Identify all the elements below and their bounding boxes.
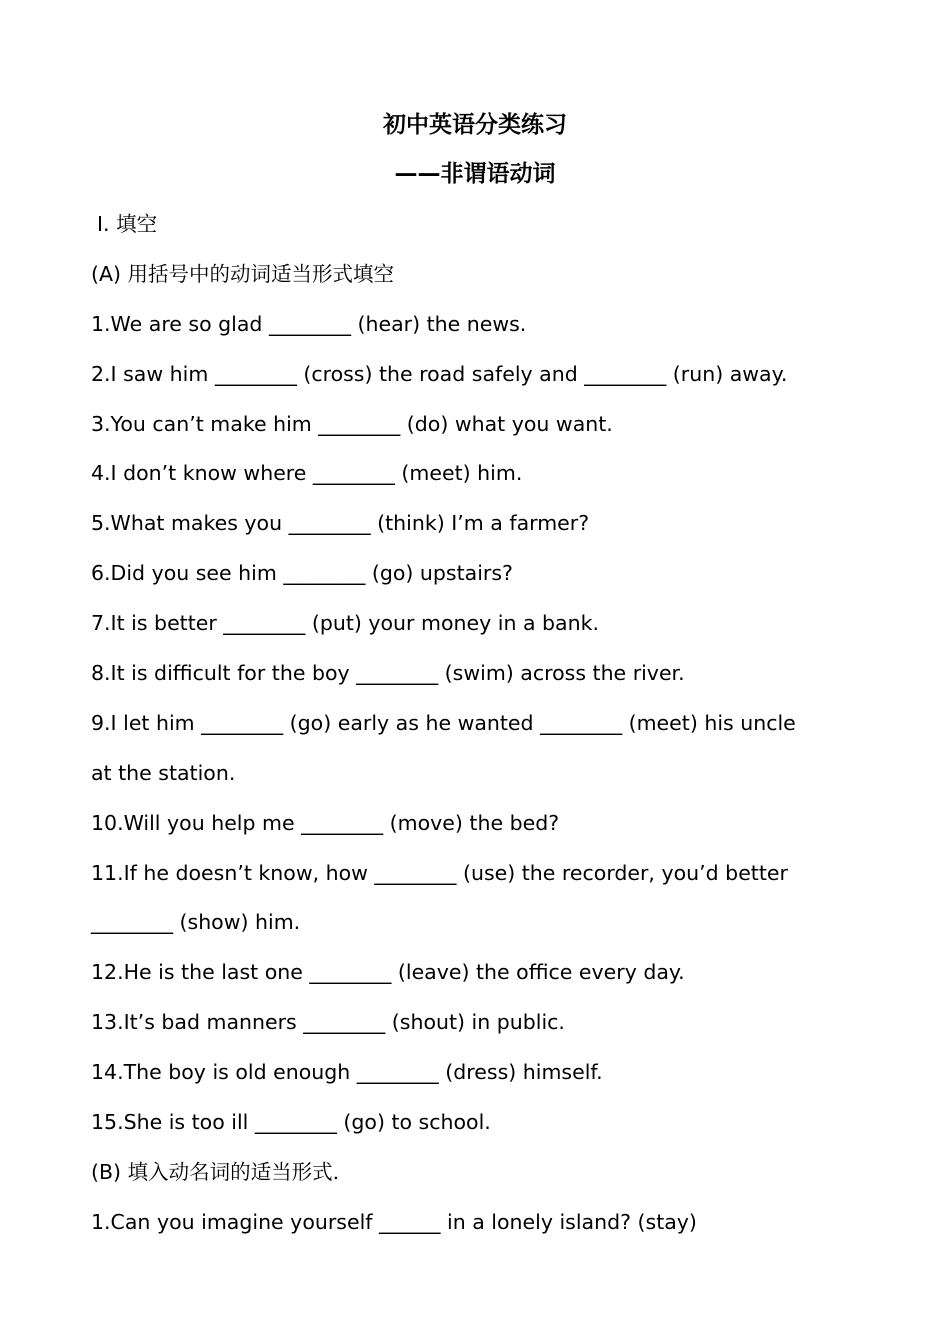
section-label: 填空 xyxy=(116,212,158,236)
document-title: 初中英语分类练习 xyxy=(383,112,567,138)
part-b-prefix: (B) xyxy=(91,1159,128,1184)
exercise-line: 4.I don’t know where ________ (meet) him. xyxy=(91,461,523,486)
exercise-line: 5.What makes you ________ (think) I’m a farmer? xyxy=(91,511,590,536)
document-content xyxy=(91,207,871,1255)
document-subtitle: ——非谓语动词 xyxy=(394,161,556,187)
section-numeral: Ⅰ. xyxy=(97,212,117,236)
exercise-line: 1.We are so glad ________ (hear) the news. xyxy=(91,311,527,336)
exercise-line: 3.You can’t make him ________ (do) what you want. xyxy=(91,411,613,436)
exercise-line: 6.Did you see him ________ (go) upstairs? xyxy=(91,561,513,586)
exercise-line: 11.If he doesn’t know, how ________ (use) the recorder, you’d better xyxy=(91,860,788,885)
part-b-heading xyxy=(91,1155,871,1205)
exercise-line: 13.It’s bad manners ________ (shout) in public. xyxy=(91,1010,565,1035)
exercise-line: 8.It is difficult for the boy ________ (swim) across the river. xyxy=(91,661,685,686)
exercise-line: 10.Will you help me ________ (move) the bed? xyxy=(91,810,560,835)
part-b-label: 填入动名词的适当形式. xyxy=(127,1159,340,1184)
exercise-line: 12.He is the last one ________ (leave) the office every day. xyxy=(91,960,685,985)
part-a-heading xyxy=(91,257,871,307)
exercise-line: 7.It is better ________ (put) your money in a bank. xyxy=(91,611,599,636)
exercise-line: 2.I saw him ________ (cross) the road safely and ________ (run) away. xyxy=(91,361,788,386)
exercise-line: 15.She is too ill ________ (go) to school. xyxy=(91,1110,491,1135)
exercise-line: at the station. xyxy=(91,760,236,785)
exercise-line: 9.I let him ________ (go) early as he wanted ________ (meet) his uncle xyxy=(91,710,796,735)
exercise-line: ________ (show) him. xyxy=(91,910,301,935)
part-a-prefix: (A) xyxy=(91,261,128,286)
exercise-line: 14.The boy is old enough ________ (dress) himself. xyxy=(91,1060,603,1085)
exercise-line: 1.Can you imagine yourself ______ in a lonely island? (stay) xyxy=(91,1209,697,1234)
part-a-label: 用括号中的动词适当形式填空 xyxy=(127,261,395,286)
section-heading xyxy=(91,207,871,257)
